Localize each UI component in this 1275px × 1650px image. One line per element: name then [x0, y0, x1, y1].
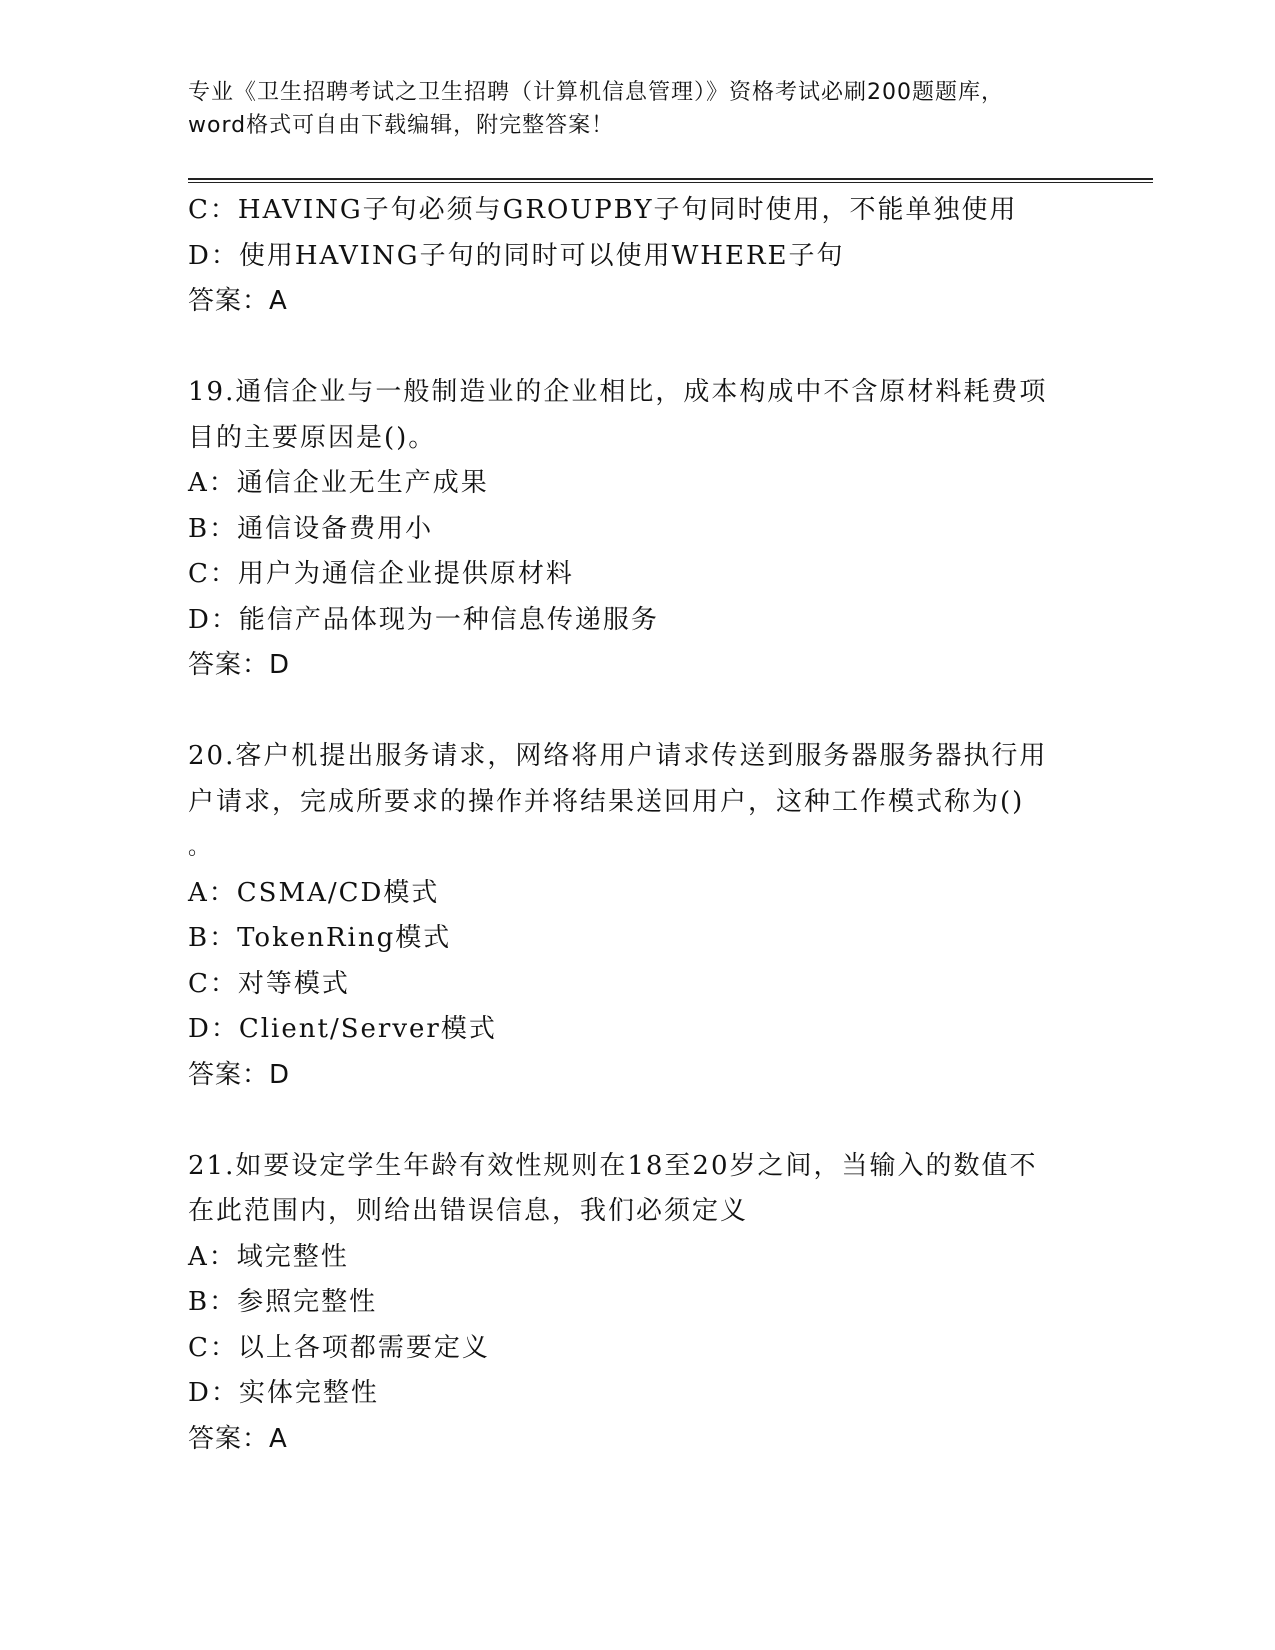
document-header	[188, 76, 1088, 142]
q21-stem-line-1: 21.如要设定学生年龄有效性规则在18至20岁之间，当输入的数值不	[188, 1150, 1038, 1181]
q19-stem-line-1: 19.通信企业与一般制造业的企业相比，成本构成中不含原材料耗费项	[188, 377, 1048, 407]
q21-option-b: B：参照完整性	[188, 1287, 378, 1317]
q21-option-c: C：以上各项都需要定义	[188, 1332, 490, 1363]
q19-stem-line-2: 目的主要原因是()。	[188, 422, 437, 453]
q19-option-c: C：用户为通信企业提供原材料	[188, 559, 574, 589]
q19-option-a: A：通信企业无生产成果	[188, 468, 489, 498]
q20-stem-line-3: 。	[188, 835, 213, 860]
q21-stem-line-2: 在此范围内，则给出错误信息，我们必须定义	[188, 1196, 749, 1226]
question-18-tail	[188, 188, 1088, 325]
q21-answer: 答案：A	[188, 1423, 288, 1454]
header-line-2: word格式可自由下载编辑，附完整答案！	[188, 113, 615, 138]
header-line-1: 专业《卫生招聘考试之卫生招聘（计算机信息管理）》资格考试必刷200题题库，	[188, 80, 1004, 105]
q20-option-d: D：Client/Server模式	[188, 1014, 497, 1044]
q18-option-c: C：HAVING子句必须与GROUPBY子句同时使用，不能单独使用	[188, 195, 1018, 225]
q19-answer: 答案：D	[188, 650, 291, 680]
q20-option-a: A：CSMA/CD模式	[188, 877, 440, 908]
q20-answer: 答案：D	[188, 1059, 291, 1090]
header-divider	[188, 178, 1153, 183]
q20-stem-line-1: 20.客户机提出服务请求，网络将用户请求传送到服务器服务器执行用	[188, 741, 1048, 771]
q21-option-a: A：域完整性	[188, 1241, 349, 1272]
q21-option-d: D：实体完整性	[188, 1378, 379, 1408]
q20-option-c: C：对等模式	[188, 968, 350, 999]
question-19	[188, 370, 1088, 689]
q20-option-b: B：TokenRing模式	[188, 923, 452, 953]
q18-option-d: D：使用HAVING子句的同时可以使用WHERE子句	[188, 240, 845, 271]
question-20	[188, 734, 1088, 1098]
question-list	[188, 188, 1088, 1462]
spacer	[188, 1098, 1088, 1144]
q19-option-d: D：能信产品体现为一种信息传递服务	[188, 604, 659, 635]
spacer	[188, 689, 1088, 735]
q19-option-b: B：通信设备费用小	[188, 513, 434, 544]
q20-stem-line-2: 户请求，完成所要求的操作并将结果送回用户，这种工作模式称为()	[188, 786, 1025, 817]
spacer	[188, 325, 1088, 371]
question-21	[188, 1144, 1088, 1463]
q18-answer: 答案：A	[188, 286, 288, 316]
